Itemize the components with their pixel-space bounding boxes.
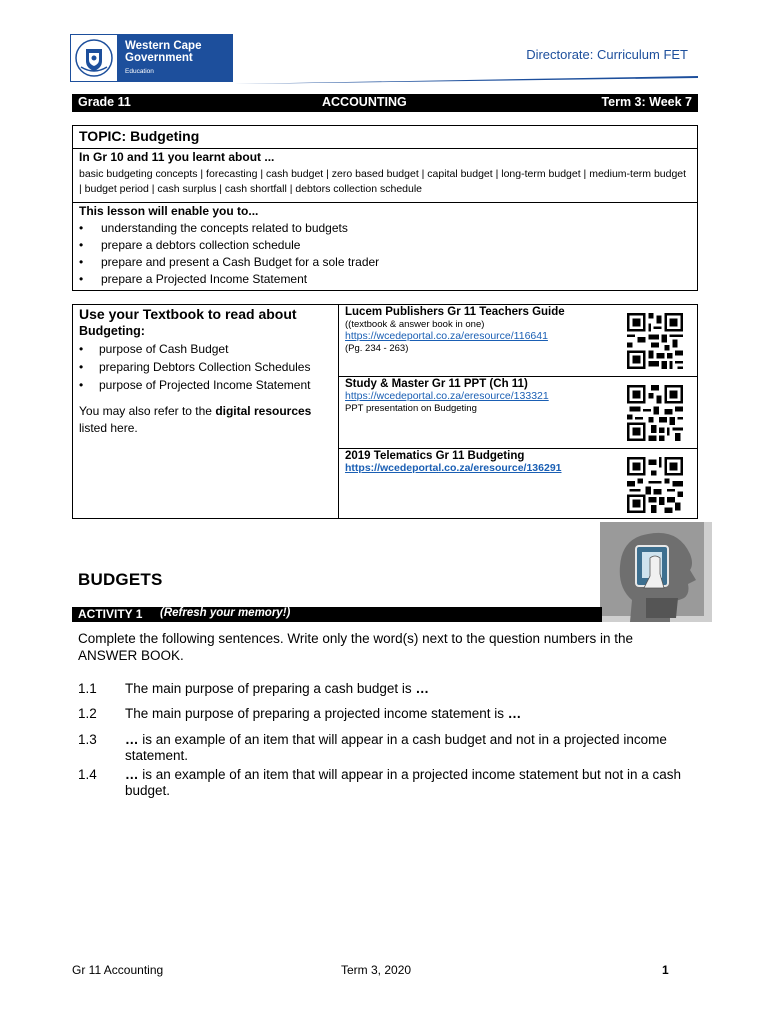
question-body: The main purpose of preparing a cash budget is xyxy=(125,681,416,696)
question-body: The main purpose of preparing a projected income statement is xyxy=(125,706,508,721)
digital-resources-note xyxy=(79,403,332,437)
resource-title: Study & Master Gr 11 PPT (Ch 11) xyxy=(345,378,528,390)
header-swoosh xyxy=(233,76,698,84)
coat-of-arms-icon xyxy=(70,34,118,82)
list-item: • purpose of Cash Budget xyxy=(79,340,332,358)
list-item: • understanding the concepts related to budgets xyxy=(79,220,691,237)
resource-link[interactable]: https://wcedeportal.co.za/eresource/116641 xyxy=(345,330,548,342)
question-ellipsis: … xyxy=(415,681,429,696)
question-text xyxy=(125,767,685,799)
question-number: 1.2 xyxy=(78,706,97,721)
note-suffix: listed here. xyxy=(79,421,138,435)
subject-label: ACCOUNTING xyxy=(322,95,407,109)
resources-box xyxy=(72,304,698,519)
grade-label: Grade 11 xyxy=(78,95,131,109)
resource-title: 2019 Telematics Gr 11 Budgeting xyxy=(345,450,525,462)
question-number: 1.4 xyxy=(78,767,97,782)
question-ellipsis: … xyxy=(125,732,143,747)
resource-link[interactable]: https://wcedeportal.co.za/eresource/136291 xyxy=(345,462,562,474)
resource-item xyxy=(339,377,697,449)
topic-heading: TOPIC: Budgeting xyxy=(73,126,697,149)
section-title: BUDGETS xyxy=(78,570,163,589)
resource-item xyxy=(339,305,697,377)
textbook-section xyxy=(73,305,339,518)
list-item: • preparing Debtors Collection Schedules xyxy=(79,358,332,376)
qr-code-icon[interactable] xyxy=(627,457,683,513)
resource-link[interactable]: https://wcedeportal.co.za/eresource/133321 xyxy=(345,390,549,402)
question-text xyxy=(125,706,685,722)
head-touchscreen-image xyxy=(600,522,712,622)
prior-learning-concepts: basic budgeting concepts | forecasting | cash budget | zero based budget | capital budget | long-term budget | medium-term budget | budget period | cash surplus | cash shortfall | debtors collection schedule xyxy=(79,168,687,195)
list-item: • prepare a debtors collection schedule xyxy=(79,237,691,254)
activity-label: ACTIVITY 1 xyxy=(78,607,143,621)
textbook-subtitle: Budgeting: xyxy=(79,324,145,338)
resource-item xyxy=(339,449,697,518)
footer-course: Gr 11 Accounting xyxy=(72,963,164,977)
lesson-objectives-section xyxy=(73,203,697,289)
logo-line-2: Government xyxy=(125,52,193,65)
question-ellipsis: … xyxy=(507,706,522,721)
term-week-label: Term 3: Week 7 xyxy=(601,95,692,109)
resource-title: Lucem Publishers Gr 11 Teachers Guide xyxy=(345,306,565,318)
question-ellipsis: … xyxy=(125,767,143,782)
question-body: is an example of an item that will appear in a projected income statement but not in a cash budget. xyxy=(125,767,682,798)
textbook-topics-list xyxy=(79,340,332,394)
resource-note: ((textbook & answer book in one) xyxy=(345,319,485,330)
activity-bar xyxy=(72,607,602,622)
prior-learning-title: In Gr 10 and 11 you learnt about ... xyxy=(79,150,275,164)
footer-term: Term 3, 2020 xyxy=(341,963,412,977)
resource-note: PPT presentation on Budgeting xyxy=(345,403,477,414)
lesson-objectives-title: This lesson will enable you to... xyxy=(79,204,259,218)
question-body: is an example of an item that will appear in a cash budget and not in a projected income statement. xyxy=(125,732,667,763)
question-text xyxy=(125,681,685,697)
lesson-objectives-list xyxy=(79,220,691,288)
note-prefix: You may also refer to the xyxy=(79,404,216,418)
question-text xyxy=(125,732,685,764)
topic-box xyxy=(72,125,698,291)
qr-code-icon[interactable] xyxy=(627,385,683,441)
logo-line-1: Western Cape xyxy=(125,40,202,53)
prior-learning-section xyxy=(73,149,697,203)
directorate-label: Directorate: Curriculum FET xyxy=(526,47,688,62)
textbook-title: Use your Textbook to read about xyxy=(79,306,297,322)
list-item: • purpose of Projected Income Statement xyxy=(79,376,332,394)
wcg-logo xyxy=(70,34,233,82)
title-bar xyxy=(72,94,698,112)
question-number: 1.3 xyxy=(78,732,97,747)
note-bold: digital resources xyxy=(215,404,312,418)
qr-code-icon[interactable] xyxy=(627,313,683,369)
list-item: • prepare a Projected Income Statement xyxy=(79,271,691,288)
activity-instructions: Complete the following sentences. Write only the word(s) next to the question numbers in the ANSWER BOOK. xyxy=(78,631,634,663)
page-number: 1 xyxy=(662,963,669,977)
list-item: • prepare and present a Cash Budget for a sole trader xyxy=(79,254,691,271)
resource-pages: (Pg. 234 - 263) xyxy=(345,343,409,354)
logo-line-3: Education xyxy=(125,68,154,76)
activity-note: (Refresh your memory!) xyxy=(160,607,291,619)
question-number: 1.1 xyxy=(78,681,97,696)
